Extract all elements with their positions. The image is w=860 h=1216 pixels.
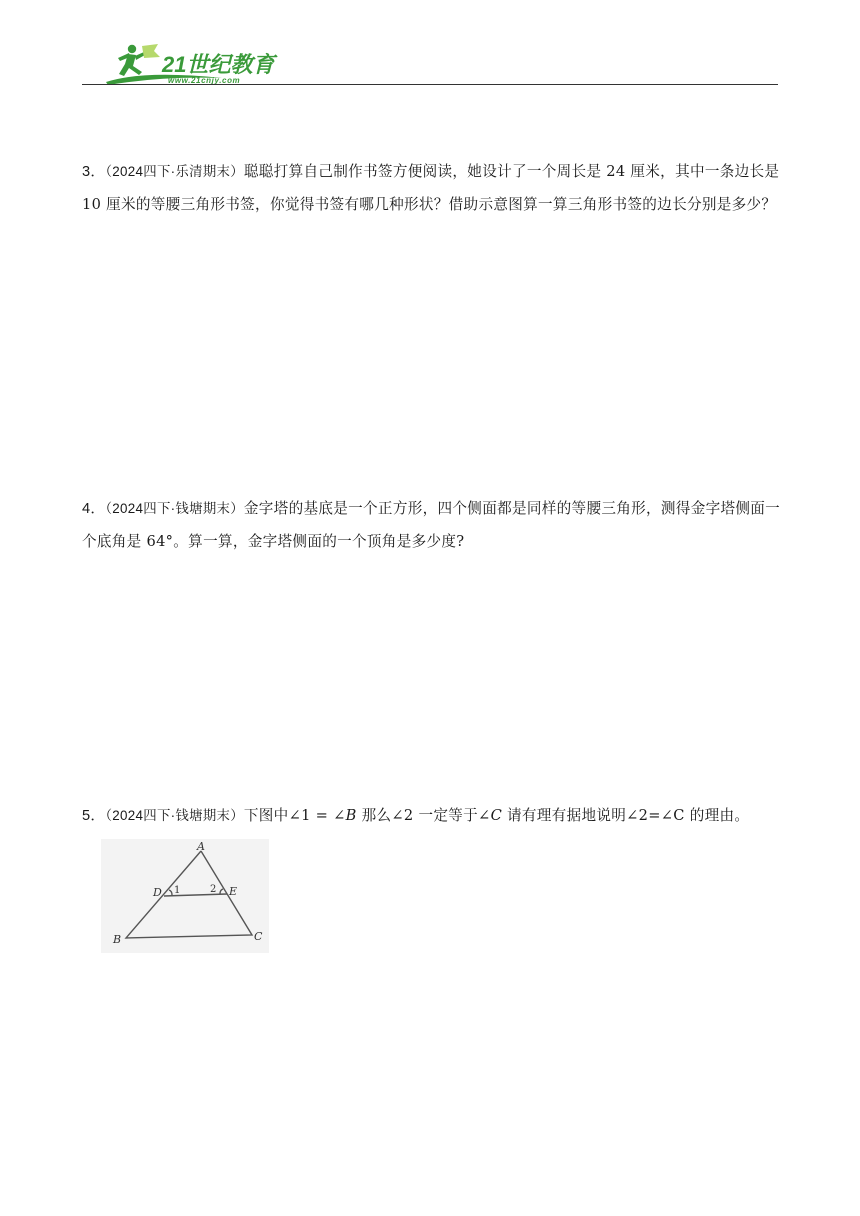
question-text-mid2: 一定等于 <box>413 807 479 824</box>
question-text: 聪聪打算自己制作书签方便阅读，她设计了一个周长是 24 厘米，其中一条边长是 10 厘米的等腰三角形书签，你觉得书签有哪几种形状？借助示意图算一算三角形书签的边长分别是多少？ <box>82 163 780 213</box>
label-d: D <box>153 886 162 899</box>
question-3 <box>82 156 782 220</box>
question-source: （2024四下·钱塘期末） <box>105 808 244 823</box>
logo-21cnjy <box>102 42 292 86</box>
question-number: 3． <box>82 164 106 180</box>
label-a: A <box>197 840 205 853</box>
math-angle2: ∠2 <box>391 807 414 824</box>
label-e: E <box>229 885 238 898</box>
label-c: C <box>254 930 263 943</box>
header-divider <box>82 84 778 85</box>
page-header <box>82 36 778 88</box>
label-angle1: 1 <box>174 885 181 896</box>
question-source: （2024四下·乐清期末） <box>105 164 244 179</box>
flag-icon <box>142 44 160 58</box>
runner-icon <box>118 45 145 76</box>
question-text-mid1: 那么 <box>356 807 392 824</box>
logo-url-text: www.21cnjy.com <box>168 76 241 85</box>
question-text-before: 下图中 <box>243 807 289 824</box>
math-angle-c: ∠C <box>478 807 503 824</box>
question-number: 5． <box>82 808 106 824</box>
label-b: B <box>113 933 122 946</box>
question-number: 4． <box>82 501 106 517</box>
question-source: （2024四下·钱塘期末） <box>105 501 244 516</box>
label-angle2: 2 <box>210 884 217 895</box>
question-4 <box>82 493 782 557</box>
math-angle1-eq: ∠1 = ∠B <box>288 807 357 824</box>
question-5 <box>82 800 782 833</box>
question-text-after: 请有理有据地说明∠2=∠C 的理由。 <box>502 807 750 824</box>
question-text: 金字塔的基底是一个正方形，四个侧面都是同样的等腰三角形，测得金字塔侧面一个底角是 64°。算一算，金字塔侧面的一个顶角是多少度? <box>82 500 781 550</box>
logo-main-text: 21世纪教育 <box>162 52 275 77</box>
triangle-figure <box>101 839 269 953</box>
